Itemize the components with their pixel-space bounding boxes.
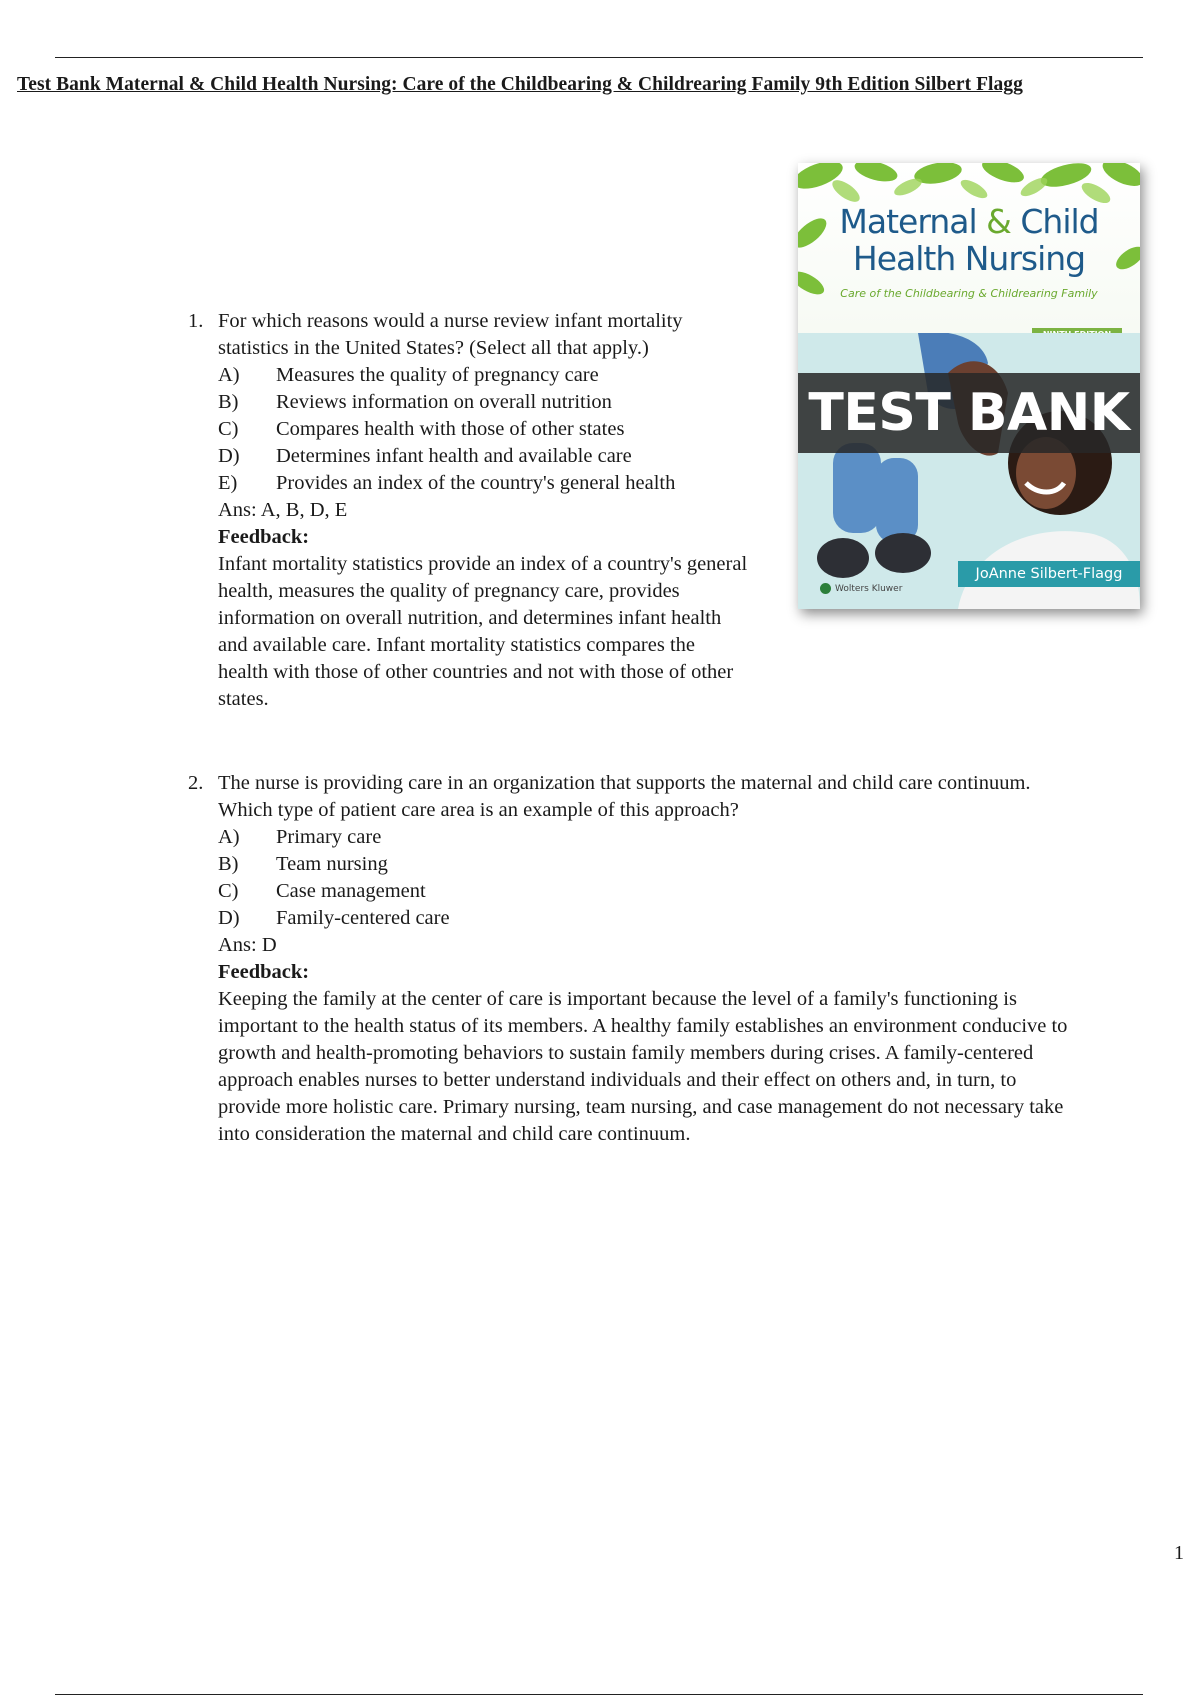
option-letter: B) xyxy=(218,391,239,413)
question-stem: For which reasons would a nurse review infant mortality statistics in the United States? (Select all that apply.) xyxy=(218,310,683,359)
feedback-label: Feedback: xyxy=(218,961,310,983)
footer-rule xyxy=(55,1694,1143,1695)
cover-author: JoAnne Silbert-Flagg xyxy=(958,561,1140,587)
answer-option xyxy=(218,389,748,416)
answer-option xyxy=(218,851,1068,878)
publisher-name: Wolters Kluwer xyxy=(835,583,903,594)
feedback-label: Feedback: xyxy=(218,526,310,548)
feedback-text: Infant mortality statistics provide an index of a country's general health, measures the quality of pregnancy care, provides information on overall nutrition, and determines infant health and available care. Infant mortality statistics compares the health with those of other countries and not with those of other states. xyxy=(218,553,748,710)
question-2 xyxy=(188,770,1068,1148)
option-letter: E) xyxy=(218,472,238,494)
header-rule xyxy=(55,57,1143,58)
question-stem: The nurse is providing care in an organization that supports the maternal and child care continuum. Which type of patient care area is an example of this approach? xyxy=(218,772,1031,821)
option-text: Determines infant health and available care xyxy=(276,445,632,467)
answer-option xyxy=(218,878,1068,905)
answer-option xyxy=(218,443,748,470)
option-text: Family-centered care xyxy=(276,907,450,929)
answer-option xyxy=(218,416,748,443)
publisher-logo-icon xyxy=(820,583,831,594)
question-number: 1. xyxy=(188,310,204,332)
cover-title-line2: Health Nursing xyxy=(852,239,1086,278)
book-cover-image xyxy=(798,163,1140,609)
answer-option xyxy=(218,824,1068,851)
option-text: Measures the quality of pregnancy care xyxy=(276,364,599,386)
option-letter: D) xyxy=(218,445,240,467)
answer-key: Ans: A, B, D, E xyxy=(218,499,348,521)
document-title: Test Bank Maternal & Child Health Nursing: Care of the Childbearing & Childrearing Family 9th Edition Silbert Flagg xyxy=(17,74,1023,95)
cover-title xyxy=(798,203,1140,277)
question-number: 2. xyxy=(188,772,204,794)
option-text: Team nursing xyxy=(276,853,388,875)
option-text: Compares health with those of other states xyxy=(276,418,625,440)
option-text: Provides an index of the country's general health xyxy=(276,472,676,494)
feedback-text: Keeping the family at the center of care is important because the level of a family's functioning is important to the health status of its members. A healthy family establishes an environment conducive to growth and health-promoting behaviors to sustain family members during crises. A family-centered approach enables nurses to better understand individuals and their effect on others and, in turn, to provide more holistic care. Primary nursing, team nursing, and case management do not necessary take into consideration the maternal and child care continuum. xyxy=(218,988,1068,1145)
answer-option xyxy=(218,905,1068,932)
page-number: 1 xyxy=(1174,1542,1184,1564)
option-text: Reviews information on overall nutrition xyxy=(276,391,612,413)
question-1 xyxy=(188,308,748,713)
answer-key: Ans: D xyxy=(218,934,277,956)
option-text: Case management xyxy=(276,880,426,902)
option-letter: A) xyxy=(218,364,240,386)
option-letter: A) xyxy=(218,826,240,848)
cover-title-word: Child xyxy=(1020,202,1099,241)
answer-option xyxy=(218,470,748,497)
cover-title-word: Maternal xyxy=(839,202,977,241)
cover-title-ampersand: & xyxy=(986,202,1011,241)
answer-option xyxy=(218,362,748,389)
option-letter: D) xyxy=(218,907,240,929)
option-letter: B) xyxy=(218,853,239,875)
cover-subtitle: Care of the Childbearing & Childrearing Family xyxy=(840,287,1098,300)
option-text: Primary care xyxy=(276,826,382,848)
option-letter: C) xyxy=(218,880,239,902)
option-letter: C) xyxy=(218,418,239,440)
test-bank-banner: TEST BANK xyxy=(798,373,1140,453)
cover-publisher xyxy=(820,583,902,594)
